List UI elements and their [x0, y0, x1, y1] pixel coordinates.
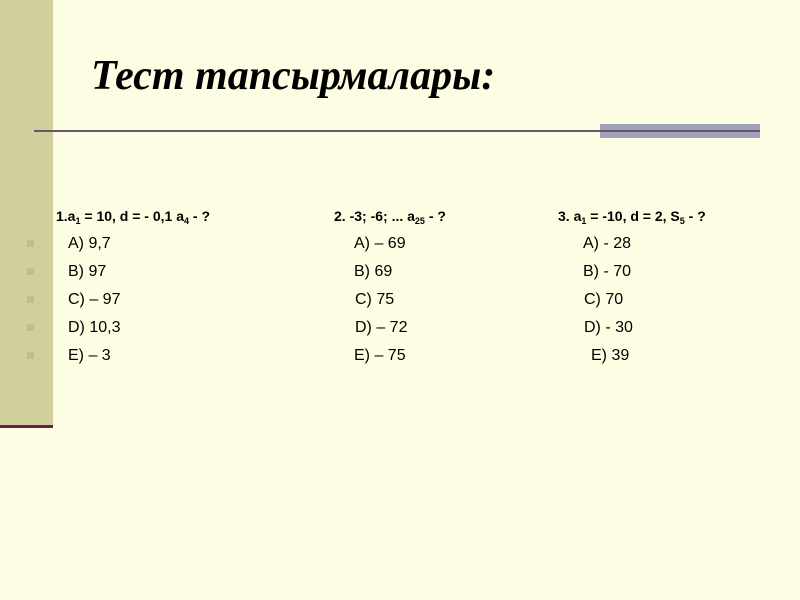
- question-2-option-d: D) – 72: [355, 319, 408, 336]
- question-2-option-a: A) – 69: [354, 235, 406, 252]
- question-3-option-a: A) - 28: [583, 235, 632, 252]
- question-3-part: = -10, d = 2, S: [586, 208, 680, 224]
- bullet-icon: [27, 268, 34, 275]
- question-1-option-d: D) 10,3: [68, 319, 121, 336]
- question-3-part: - ?: [684, 208, 706, 224]
- question-2-part: 2. -3; -6; ... a: [334, 208, 415, 224]
- divider-accent-line: [600, 130, 760, 132]
- question-2-option-b: B) 69: [354, 263, 393, 280]
- question-1-part: = 10, d = - 0,1 a: [80, 208, 184, 224]
- question-3-option-d: D) - 30: [584, 319, 633, 336]
- question-2-option-e: E) – 75: [354, 347, 406, 364]
- question-1: [56, 207, 210, 230]
- question-1-option-a: A) 9,7: [68, 235, 111, 252]
- bullet-icon: [27, 240, 34, 247]
- question-2-option-c: C) 75: [355, 291, 395, 308]
- question-3-option-e: E) 39: [591, 347, 630, 364]
- bullet-icon: [27, 296, 34, 303]
- question-3-option-c: C) 70: [584, 291, 624, 308]
- question-1-option-e: E) – 3: [68, 347, 111, 364]
- question-2-part: - ?: [424, 208, 446, 224]
- question-2: [334, 207, 446, 230]
- bullet-icon: [27, 324, 34, 331]
- question-1-subscript: 4: [184, 216, 190, 226]
- question-1-part: - ?: [189, 208, 211, 224]
- slide-title: Тест тапсырмалары:: [91, 53, 496, 99]
- question-3-part: 3. a: [558, 208, 582, 224]
- side-bar-decoration: [0, 0, 53, 425]
- question-3-subscript: 5: [679, 216, 685, 226]
- question-1-part: 1.a: [56, 208, 76, 224]
- question-1-option-c: C) – 97: [68, 291, 121, 308]
- question-1-option-b: B) 97: [68, 263, 107, 280]
- question-3-subscript: 1: [581, 216, 587, 226]
- question-3: [558, 207, 706, 230]
- side-bar-underline: [0, 425, 53, 428]
- question-1-subscript: 1: [75, 216, 81, 226]
- bullet-icon: [27, 352, 34, 359]
- question-2-subscript: 25: [414, 216, 425, 226]
- title-divider: [34, 130, 600, 132]
- question-3-option-b: B) - 70: [583, 263, 632, 280]
